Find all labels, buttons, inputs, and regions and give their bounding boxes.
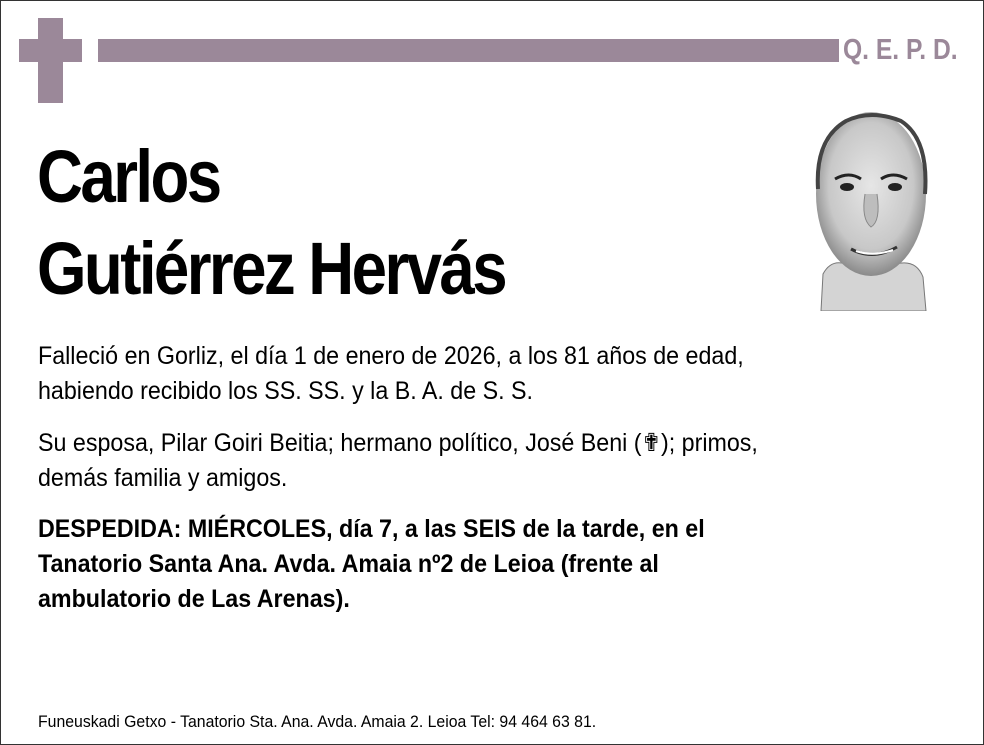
- deceased-name: [37, 131, 505, 315]
- death-notice-paragraph: [38, 339, 744, 409]
- farewell-paragraph: [38, 512, 705, 617]
- family-text-a: Su esposa, Pilar Goiri Beitia; hermano político, José Beni (: [38, 429, 642, 457]
- header-rule: [98, 39, 839, 62]
- surnames: Gutiérrez Hervás: [37, 227, 506, 310]
- family-paragraph: [38, 426, 758, 496]
- death-line-1: Falleció en Gorliz, el día 1 de enero de 2026, a los 81 años de edad,: [38, 342, 744, 370]
- first-name: Carlos: [37, 135, 220, 218]
- small-cross-icon: ✟: [641, 429, 661, 457]
- family-line-1: [38, 426, 758, 461]
- death-line-2: habiendo recibido los SS. SS. y la B. A. de S. S.: [38, 377, 534, 405]
- portrait-photo: [801, 99, 941, 311]
- farewell-line-2: Tanatorio Santa Ana. Avda. Amaia nº2 de Leioa (frente al: [38, 550, 659, 578]
- family-text-b: ); primos,: [660, 429, 758, 457]
- family-line-2: demás familia y amigos.: [38, 464, 288, 492]
- farewell-line-3: ambulatorio de Las Arenas).: [38, 585, 350, 613]
- qepd-label: Q. E. P. D.: [843, 34, 958, 66]
- funeral-home-footer: Funeuskadi Getxo - Tanatorio Sta. Ana. Avda. Amaia 2. Leioa Tel: 94 464 63 81.: [38, 712, 597, 731]
- farewell-line-1: DESPEDIDA: MIÉRCOLES, día 7, a las SEIS de la tarde, en el: [38, 515, 705, 543]
- cross-icon-horizontal: [19, 39, 82, 62]
